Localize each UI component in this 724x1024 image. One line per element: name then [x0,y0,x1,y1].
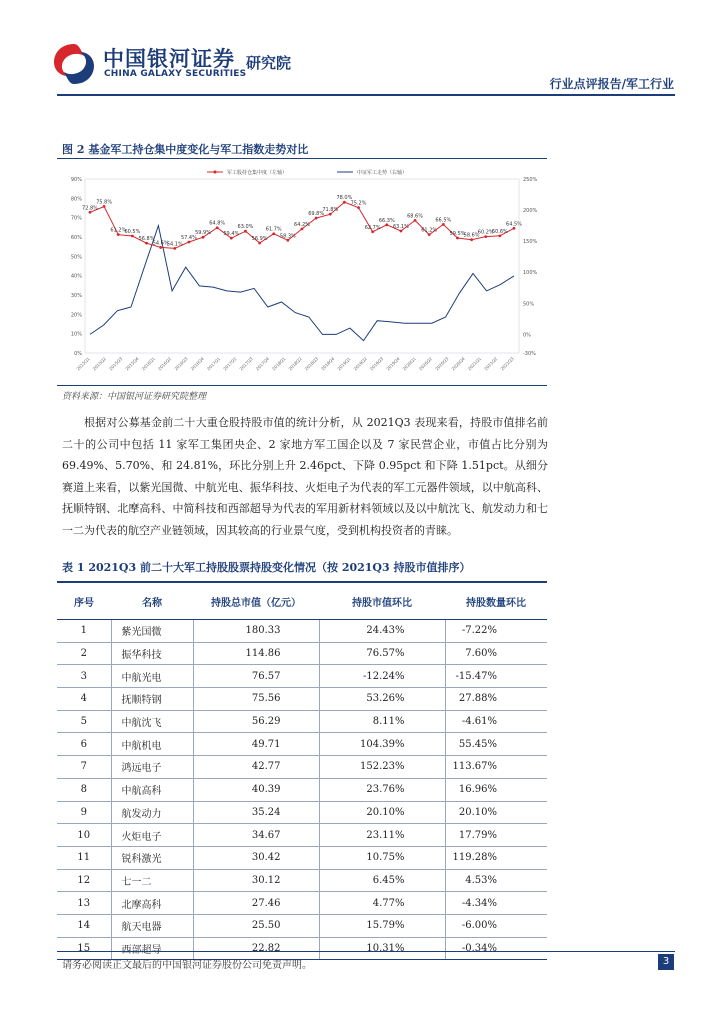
data-label-concentration: 59.4% [223,231,240,238]
data-point-concentration [301,227,304,230]
data-point-concentration [272,232,275,235]
holdings-table [57,581,547,960]
figure-title: 图 2 基金军工持仓集中度变化与军工指数走势对比 [62,143,309,156]
y-left-tick-label: 40% [70,273,82,280]
cell-shares-qoq: 55.45% [445,733,547,756]
y-right-tick-label: 150% [523,239,538,246]
data-label-concentration: 71.8% [322,207,339,214]
cell-value-qoq: 8.11% [319,710,445,733]
cell-rank: 7 [57,756,111,779]
table-row [57,733,547,756]
cell-market-value: 30.42 [193,846,319,869]
data-label-concentration: 75.2% [350,200,367,207]
cell-market-value: 56.29 [193,710,319,733]
y-right-tick-label: 250% [523,177,538,183]
cell-market-value: 42.77 [193,756,319,779]
data-label-concentration: 60.2% [477,229,494,236]
col-header-shares-qoq: 持股数量环比 [445,582,547,620]
data-point-concentration [202,236,205,239]
cell-rank: 11 [57,846,111,869]
data-label-concentration: 75.8% [96,199,113,206]
data-point-concentration [258,242,261,245]
cell-market-value: 75.56 [193,688,319,711]
data-label-concentration: 54.1% [166,241,183,248]
table-row [57,756,547,779]
cell-rank: 6 [57,733,111,756]
y-right-tick-label: 200% [523,208,538,215]
col-header-market-value: 持股总市值（亿元） [193,582,319,620]
cell-value-qoq: 23.11% [319,824,445,847]
x-tick-label: 2019Q2 [352,356,368,372]
x-tick-label: 2017Q1 [205,356,222,372]
data-point-concentration [470,238,473,241]
data-label-concentration: 64.2% [294,221,310,228]
cell-market-value: 35.24 [193,801,319,824]
x-tick-label: 2018Q2 [287,356,303,372]
cell-market-value: 27.46 [193,892,319,915]
y-left-tick-label: 30% [70,293,82,299]
data-label-concentration: 57.4% [180,235,197,242]
cell-shares-qoq: -15.47% [445,665,547,688]
data-label-concentration: 54.6% [152,240,169,247]
cell-shares-qoq: 16.96% [445,778,547,801]
cell-shares-qoq: 7.60% [445,642,547,665]
cell-value-qoq: 10.75% [319,846,445,869]
figure-source: 资料来源：中国银河证券研究院整理 [62,392,207,402]
data-label-concentration: 66.3% [378,217,395,224]
y-left-tick-label: 50% [70,254,82,261]
x-tick-label: 2020Q1 [401,356,417,372]
data-point-concentration [343,201,346,204]
cell-rank: 8 [57,778,111,801]
data-point-concentration [357,206,360,209]
cell-value-qoq: 4.77% [319,892,445,915]
data-label-concentration: 59.9% [195,230,212,237]
table-row [57,824,547,847]
legend-label-concentration: 军工股持仓集中度（左轴） [227,170,288,176]
y-left-tick-label: 90% [70,177,82,183]
cell-value-qoq: -12.24% [319,665,445,688]
cell-name: 中航光电 [111,665,193,688]
x-tick-label: 2020Q4 [450,356,466,372]
y-left-tick-label: 20% [70,312,82,319]
cell-rank: 5 [57,710,111,733]
y-right-tick-label: -30% [523,351,536,357]
x-tick-label: 2017Q4 [254,356,271,372]
y-left-tick-label: 60% [70,235,82,241]
cell-rank: 12 [57,869,111,892]
cell-shares-qoq: -0.34% [445,937,547,960]
y-left-tick-label: 70% [70,215,82,222]
cell-rank: 4 [57,688,111,711]
cell-value-qoq: 53.26% [319,688,445,711]
footer-disclaimer: 请务必阅读正文最后的中国银河证券股份公司免责声明。 [62,960,312,971]
cell-name: 锐科激光 [111,846,193,869]
cell-market-value: 114.86 [193,642,319,665]
cell-market-value: 30.12 [193,869,319,892]
data-point-concentration [414,219,417,222]
cell-name: 中航机电 [111,733,193,756]
brand-name-cn: 中国银河证券 [103,47,235,71]
cell-shares-qoq: -4.61% [445,710,547,733]
cell-value-qoq: 76.57% [319,642,445,665]
data-point-concentration [371,230,374,233]
x-tick-label: 2018Q1 [271,356,287,372]
y-left-tick-label: 0% [74,351,82,357]
col-header-name: 名称 [111,582,193,620]
data-label-concentration: 58.6% [463,232,480,239]
data-label-concentration: 63.0% [237,224,254,231]
cell-name: 抚顺特钢 [111,688,193,711]
cell-shares-qoq: 119.28% [445,846,547,869]
cell-rank: 14 [57,914,111,937]
data-label-concentration: 56.9% [251,235,268,242]
data-point-concentration [484,235,487,238]
cell-market-value: 25.50 [193,914,319,937]
cell-value-qoq: 15.79% [319,914,445,937]
footer-divider [57,951,675,952]
data-label-concentration: 78.0% [336,195,353,202]
cell-rank: 1 [57,620,111,643]
x-tick-label: 2021Q2 [483,356,499,372]
data-label-concentration: 72.8% [82,205,98,212]
cell-market-value: 34.67 [193,824,319,847]
data-point-concentration [442,223,445,226]
x-tick-label: 2021Q3 [499,356,515,372]
cell-name: 中航沈飞 [111,710,193,733]
cell-name: 西部超导 [111,937,193,960]
chart-container [57,161,547,383]
data-point-concentration [89,211,92,214]
cell-shares-qoq: 27.88% [445,688,547,711]
data-label-concentration: 66.5% [435,217,452,224]
cell-market-value: 40.39 [193,778,319,801]
cell-rank: 10 [57,824,111,847]
table-row [57,778,547,801]
data-label-concentration: 58.3% [279,233,296,240]
x-tick-label: 2015Q1 [75,356,91,372]
table-row [57,846,547,869]
data-label-concentration: 64.8% [209,220,226,227]
cell-shares-qoq: 20.10% [445,801,547,824]
y-right-tick-label: 0% [523,332,531,339]
x-tick-label: 2016Q3 [173,356,189,372]
data-point-concentration [385,223,388,226]
data-point-concentration [498,234,501,237]
figure-top-rule [57,158,547,159]
cell-value-qoq: 10.31% [319,937,445,960]
x-tick-label: 2021Q1 [466,356,483,372]
data-label-concentration: 59.5% [449,230,466,237]
cell-rank: 15 [57,937,111,960]
data-point-concentration [159,246,162,249]
data-label-concentration: 68.6% [407,213,424,220]
x-tick-label: 2018Q4 [320,356,336,372]
data-point-concentration [329,213,332,216]
cell-value-qoq: 24.43% [319,620,445,643]
table-row [57,710,547,733]
analysis-paragraph: 根据对公募基金前二十大重仓股持股市值的统计分析，从 2021Q3 表现来看，持股市值排名前二十的公司中包括 11 家军工集团央企、2 家地方军工国企以及 7 家民营企业，市值占比分别为 69.49%、5.70%、和 24.81%，环比分别上升 2.46pct、下降 0.95pct 和下降 1.51pct。从细分赛道上来看，以紫光国微、中航光电、振华科技、火炬电子为代表的军工元器件领域，以中航高科、抚顺特钢、北摩高科、中简科技和西部超导为代表的军用新材料领域以及以中航沈飞、航发动力和七一二为代表的航空产业链领域，因其较高的行业景气度，受到机构投资者的青睐。 [62,416,548,537]
data-point-concentration [244,230,247,233]
data-point-concentration [513,227,516,230]
x-tick-label: 2016Q4 [189,356,205,372]
x-tick-label: 2015Q4 [124,356,140,372]
cell-market-value: 22.82 [193,937,319,960]
cell-rank: 3 [57,665,111,688]
y-right-tick-label: 50% [523,301,535,308]
cell-value-qoq: 23.76% [319,778,445,801]
data-label-concentration: 61.2% [421,227,438,234]
plot-frame [85,179,519,353]
cell-shares-qoq: -7.22% [445,620,547,643]
brand-name-en: CHINA GALAXY SECURITIES [104,69,247,79]
x-tick-label: 2016Q1 [140,356,156,372]
cell-value-qoq: 6.45% [319,869,445,892]
cell-rank: 13 [57,892,111,915]
table-row [57,869,547,892]
cell-name: 航天电器 [111,914,193,937]
x-tick-label: 2019Q1 [336,356,352,372]
data-label-concentration: 64.5% [506,221,522,228]
data-label-concentration: 61.2% [110,227,127,234]
cell-rank: 9 [57,801,111,824]
data-point-concentration [230,237,233,240]
data-point-concentration [428,233,431,236]
cell-value-qoq: 152.23% [319,756,445,779]
x-tick-label: 2019Q4 [385,356,401,372]
x-tick-label: 2020Q2 [417,356,434,372]
galaxy-logo-icon [50,40,98,88]
table-row [57,892,547,915]
y-left-tick-label: 80% [70,196,82,203]
x-tick-label: 2017Q2 [222,356,238,372]
institute-name: 研究院 [246,54,292,72]
cell-market-value: 180.33 [193,620,319,643]
data-point-concentration [117,233,120,236]
data-point-concentration [286,239,289,242]
cell-rank: 2 [57,642,111,665]
data-point-concentration [131,235,134,238]
table-title: 表 1 2021Q3 前二十大军工持股股票持股变化情况（按 2021Q3 持股市值排序） [62,561,471,574]
table-header-row [57,582,547,620]
data-label-concentration: 69.8% [308,211,325,218]
cell-name: 北摩高科 [111,892,193,915]
holding-concentration-chart [57,161,547,383]
x-tick-label: 2018Q3 [303,356,320,372]
col-header-rank: 序号 [57,582,111,620]
data-point-concentration [400,230,403,233]
x-tick-label: 2017Q3 [238,356,254,372]
data-point-concentration [315,217,318,220]
x-tick-label: 2015Q3 [108,356,124,372]
data-label-concentration: 60.6% [491,228,508,235]
data-point-concentration [188,241,191,244]
legend-marker-concentration [214,171,217,174]
cell-name: 中航高科 [111,778,193,801]
data-point-concentration [103,205,106,208]
cell-name: 鸿远电子 [111,756,193,779]
data-point-concentration [216,226,219,229]
x-tick-label: 2015Q2 [91,356,108,372]
header-divider [57,94,675,96]
x-tick-label: 2020Q3 [434,356,450,372]
cell-name: 航发动力 [111,801,193,824]
cell-value-qoq: 20.10% [319,801,445,824]
cell-shares-qoq: 113.67% [445,756,547,779]
col-header-value-qoq: 持股市值环比 [319,582,445,620]
table-row [57,688,547,711]
data-label-concentration: 62.7% [364,224,381,231]
y-left-tick-label: 10% [70,331,82,338]
data-point-concentration [456,237,459,240]
cell-shares-qoq: -4.34% [445,892,547,915]
cell-name: 紫光国微 [111,620,193,643]
figure-bottom-rule [57,385,547,386]
report-type: 行业点评报告/军工行业 [549,77,674,91]
data-label-concentration: 61.7% [265,226,282,233]
cell-value-qoq: 104.39% [319,733,445,756]
cell-shares-qoq: 4.53% [445,869,547,892]
y-right-tick-label: 100% [523,270,538,277]
table-row [57,620,547,643]
legend-label-index: 中证军工走势（右轴） [357,170,408,176]
data-point-concentration [173,247,176,250]
cell-market-value: 76.57 [193,665,319,688]
cell-shares-qoq: 17.79% [445,824,547,847]
table-row [57,914,547,937]
page-number: 3 [658,954,674,970]
x-tick-label: 2019Q3 [368,356,385,372]
cell-name: 七一二 [111,869,193,892]
cell-name: 振华科技 [111,642,193,665]
data-label-concentration: 56.8% [138,236,155,243]
table-row [57,665,547,688]
cell-shares-qoq: -6.00% [445,914,547,937]
data-label-concentration: 63.1% [392,224,409,231]
table-row [57,801,547,824]
table-row [57,642,547,665]
data-point-concentration [145,242,148,245]
cell-name: 火炬电子 [111,824,193,847]
cell-market-value: 49.71 [193,733,319,756]
data-label-concentration: 60.5% [124,229,141,236]
x-tick-label: 2016Q2 [156,356,173,372]
